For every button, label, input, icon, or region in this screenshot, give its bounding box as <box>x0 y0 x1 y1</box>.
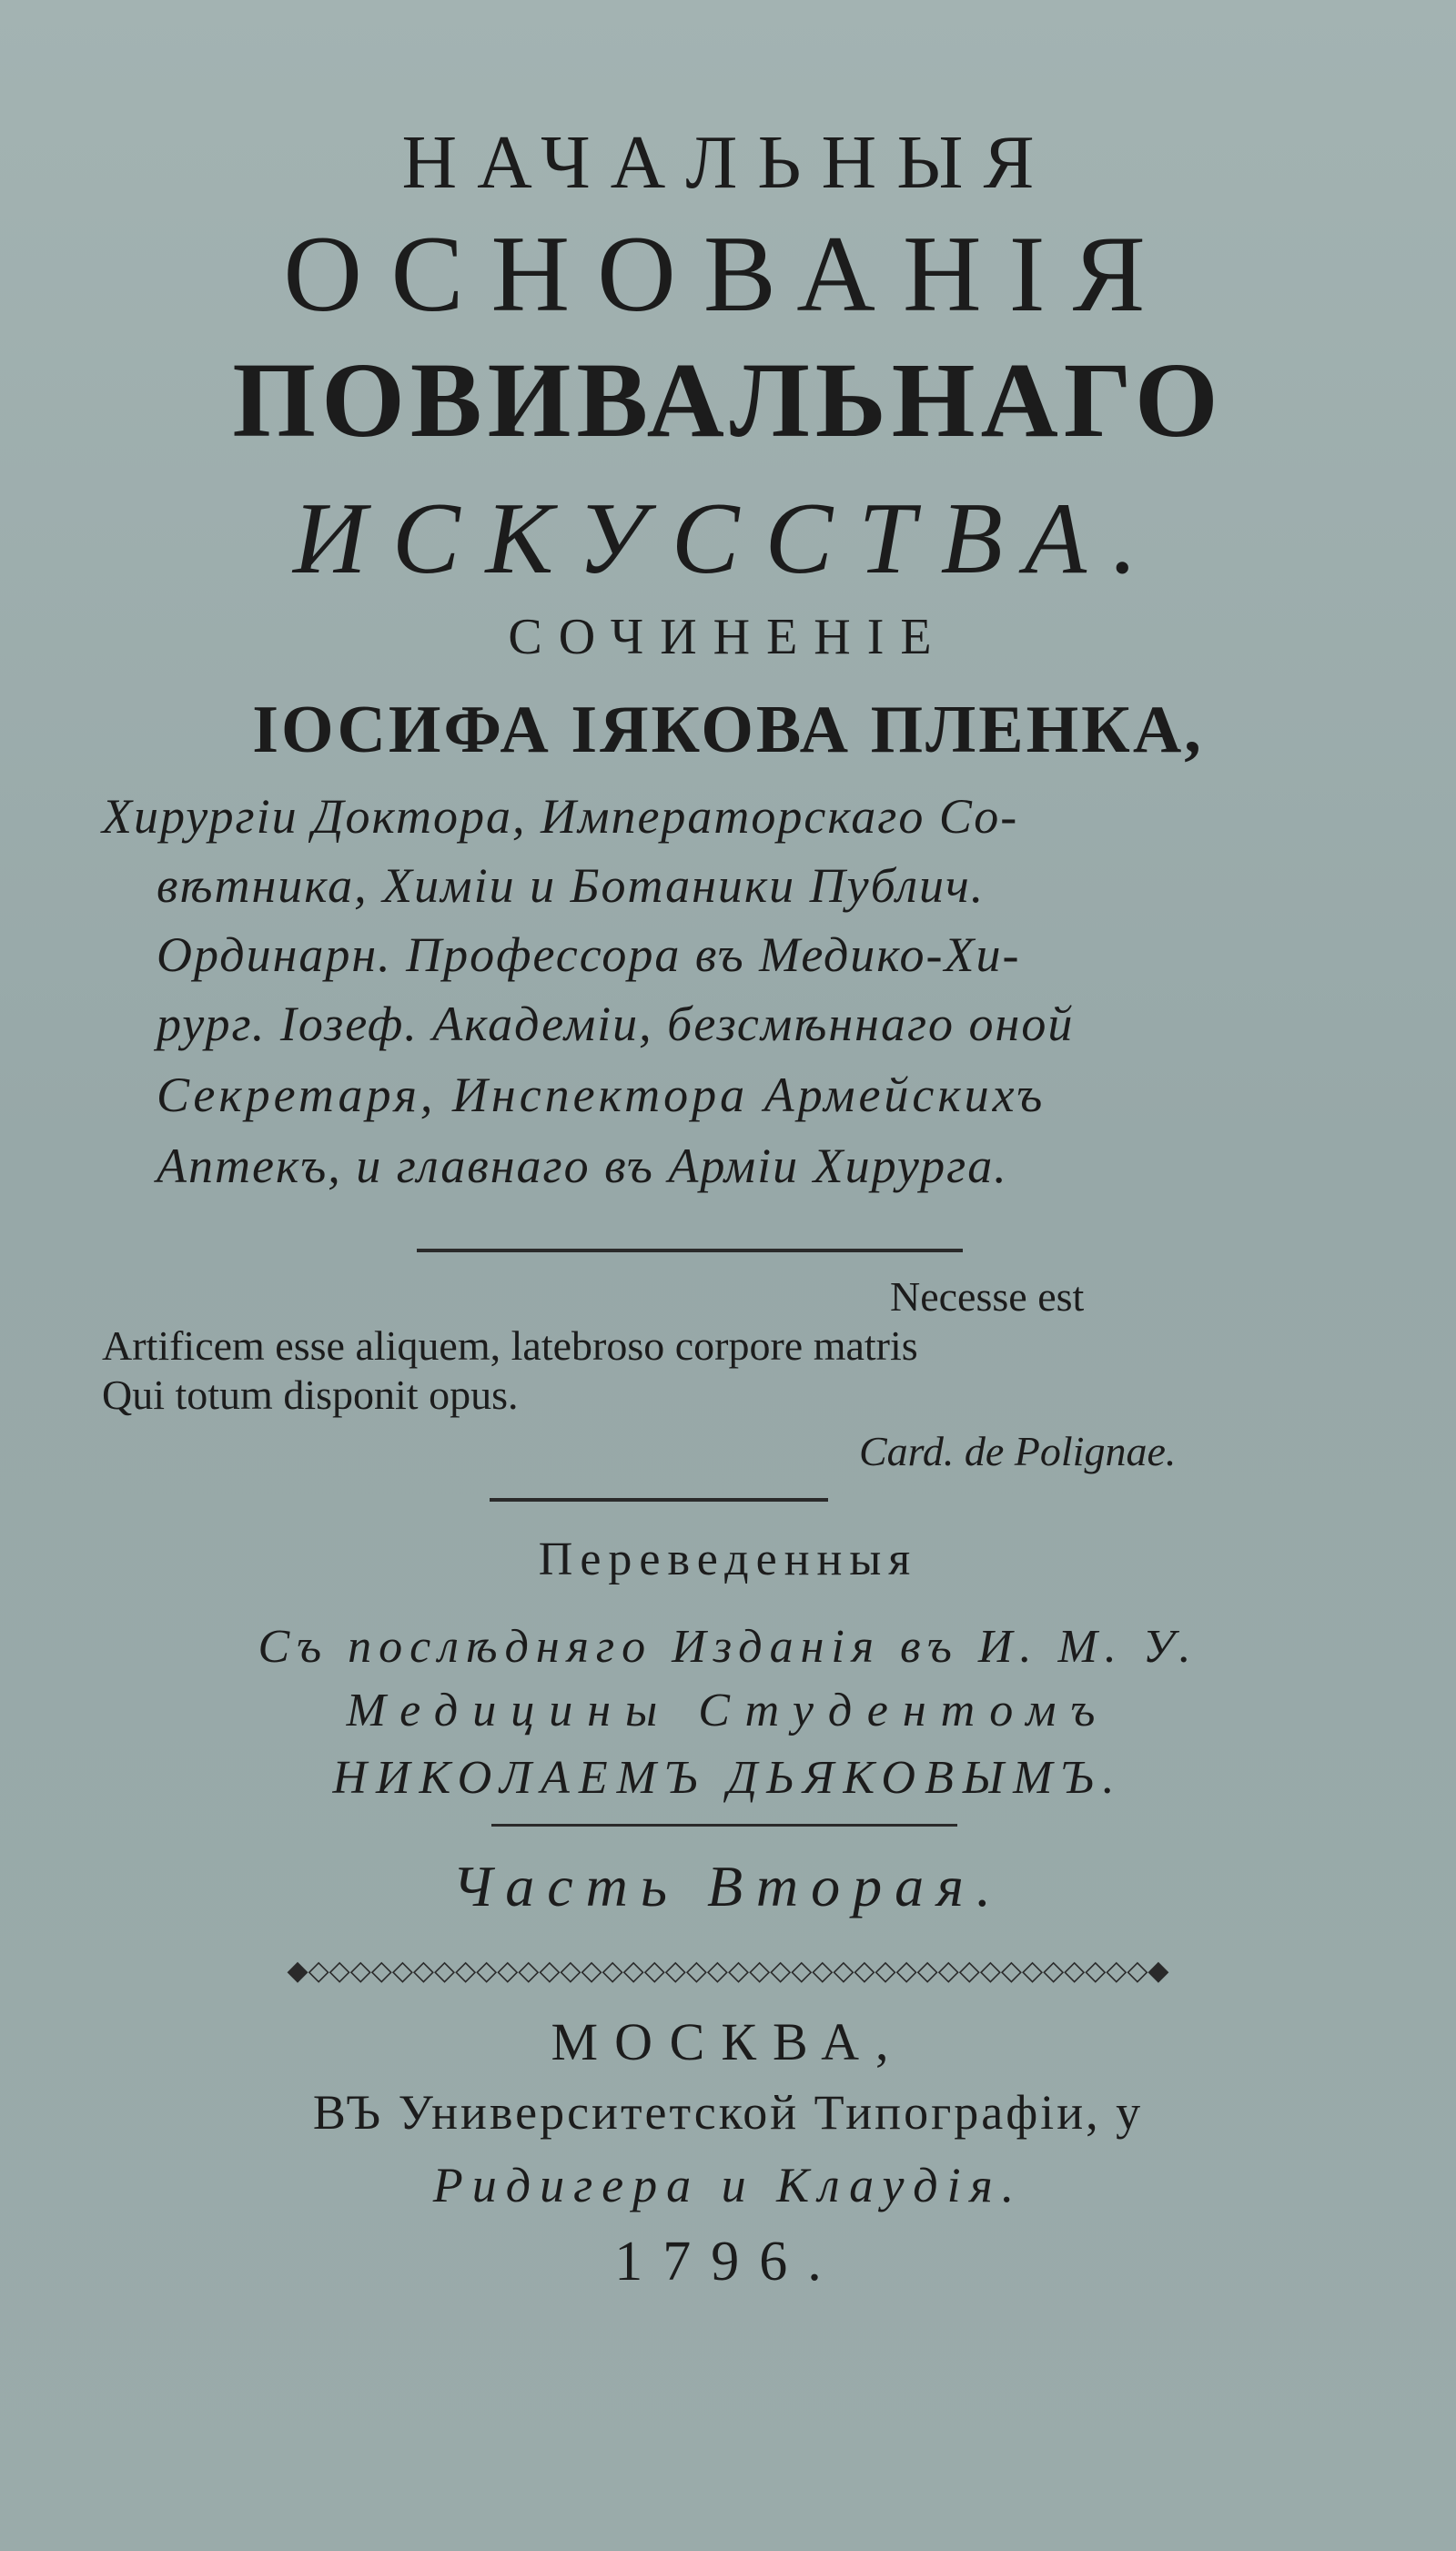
ornament-band: ◆◇◇◇◇◇◇◇◇◇◇◇◇◇◇◇◇◇◇◇◇◇◇◇◇◇◇◇◇◇◇◇◇◇◇◇◇◇◇◇◇◆ <box>287 1955 1169 1987</box>
divider-rule <box>417 1249 963 1252</box>
author-name: ІОСИФА ІЯКОВА ПЛЕНКА, <box>252 693 1204 767</box>
work-label: СОЧИНЕНІЕ <box>508 609 948 665</box>
divider-rule <box>490 1498 828 1502</box>
author-title-line: рург. Іозеф. Академіи, безсмѣннаго оной <box>157 997 1075 1051</box>
title-line-1: НАЧАЛЬНЫЯ <box>401 120 1055 205</box>
epigraph-line-2: Artificem esse aliquem, latebroso corpore matris <box>102 1322 918 1369</box>
part-label: Часть Вторая. <box>452 1854 1004 1918</box>
author-title-line: вѣтника, Химіи и Ботаники Публич. <box>157 858 986 913</box>
imprint-city: МОСКВА, <box>551 2012 905 2071</box>
author-title-line: Ординарн. Профессора въ Медико-Хи- <box>157 927 1021 982</box>
title-line-3: ПОВИВАЛЬНАГО <box>232 340 1224 460</box>
epigraph-line-3: Qui totum disponit opus. <box>102 1372 519 1418</box>
author-title-line: Секретаря, Инспектора Армейскихъ <box>157 1068 1046 1122</box>
author-title-line: Хирургіи Доктора, Императорскаго Со- <box>102 789 1019 844</box>
translation-label: Переведенныя <box>538 1534 918 1585</box>
title-line-2: ОСНОВАНІЯ <box>283 213 1173 334</box>
translation-line-2: Медицины Студентомъ <box>346 1685 1110 1736</box>
imprint-printers: Ридигера и Клаудія. <box>432 2158 1024 2212</box>
author-title-line: Аптекъ, и главнаго въ Арміи Хирурга. <box>157 1139 1008 1193</box>
imprint-press: ВЪ Университетской Типографіи, у <box>312 2085 1144 2140</box>
epigraph-attribution: Card. de Polignae. <box>859 1428 1177 1474</box>
epigraph-line-1: Necesse est <box>890 1273 1085 1320</box>
title-line-4: ИСКУССТВА. <box>292 482 1164 595</box>
divider-rule <box>491 1824 957 1827</box>
translator-name: НИКОЛАЕМЪ ДЬЯКОВЫМЪ. <box>332 1752 1124 1804</box>
imprint-year: 1796. <box>614 2231 842 2293</box>
translation-line-1: Съ послѣдняго Изданія въ И. М. У. <box>258 1621 1198 1673</box>
